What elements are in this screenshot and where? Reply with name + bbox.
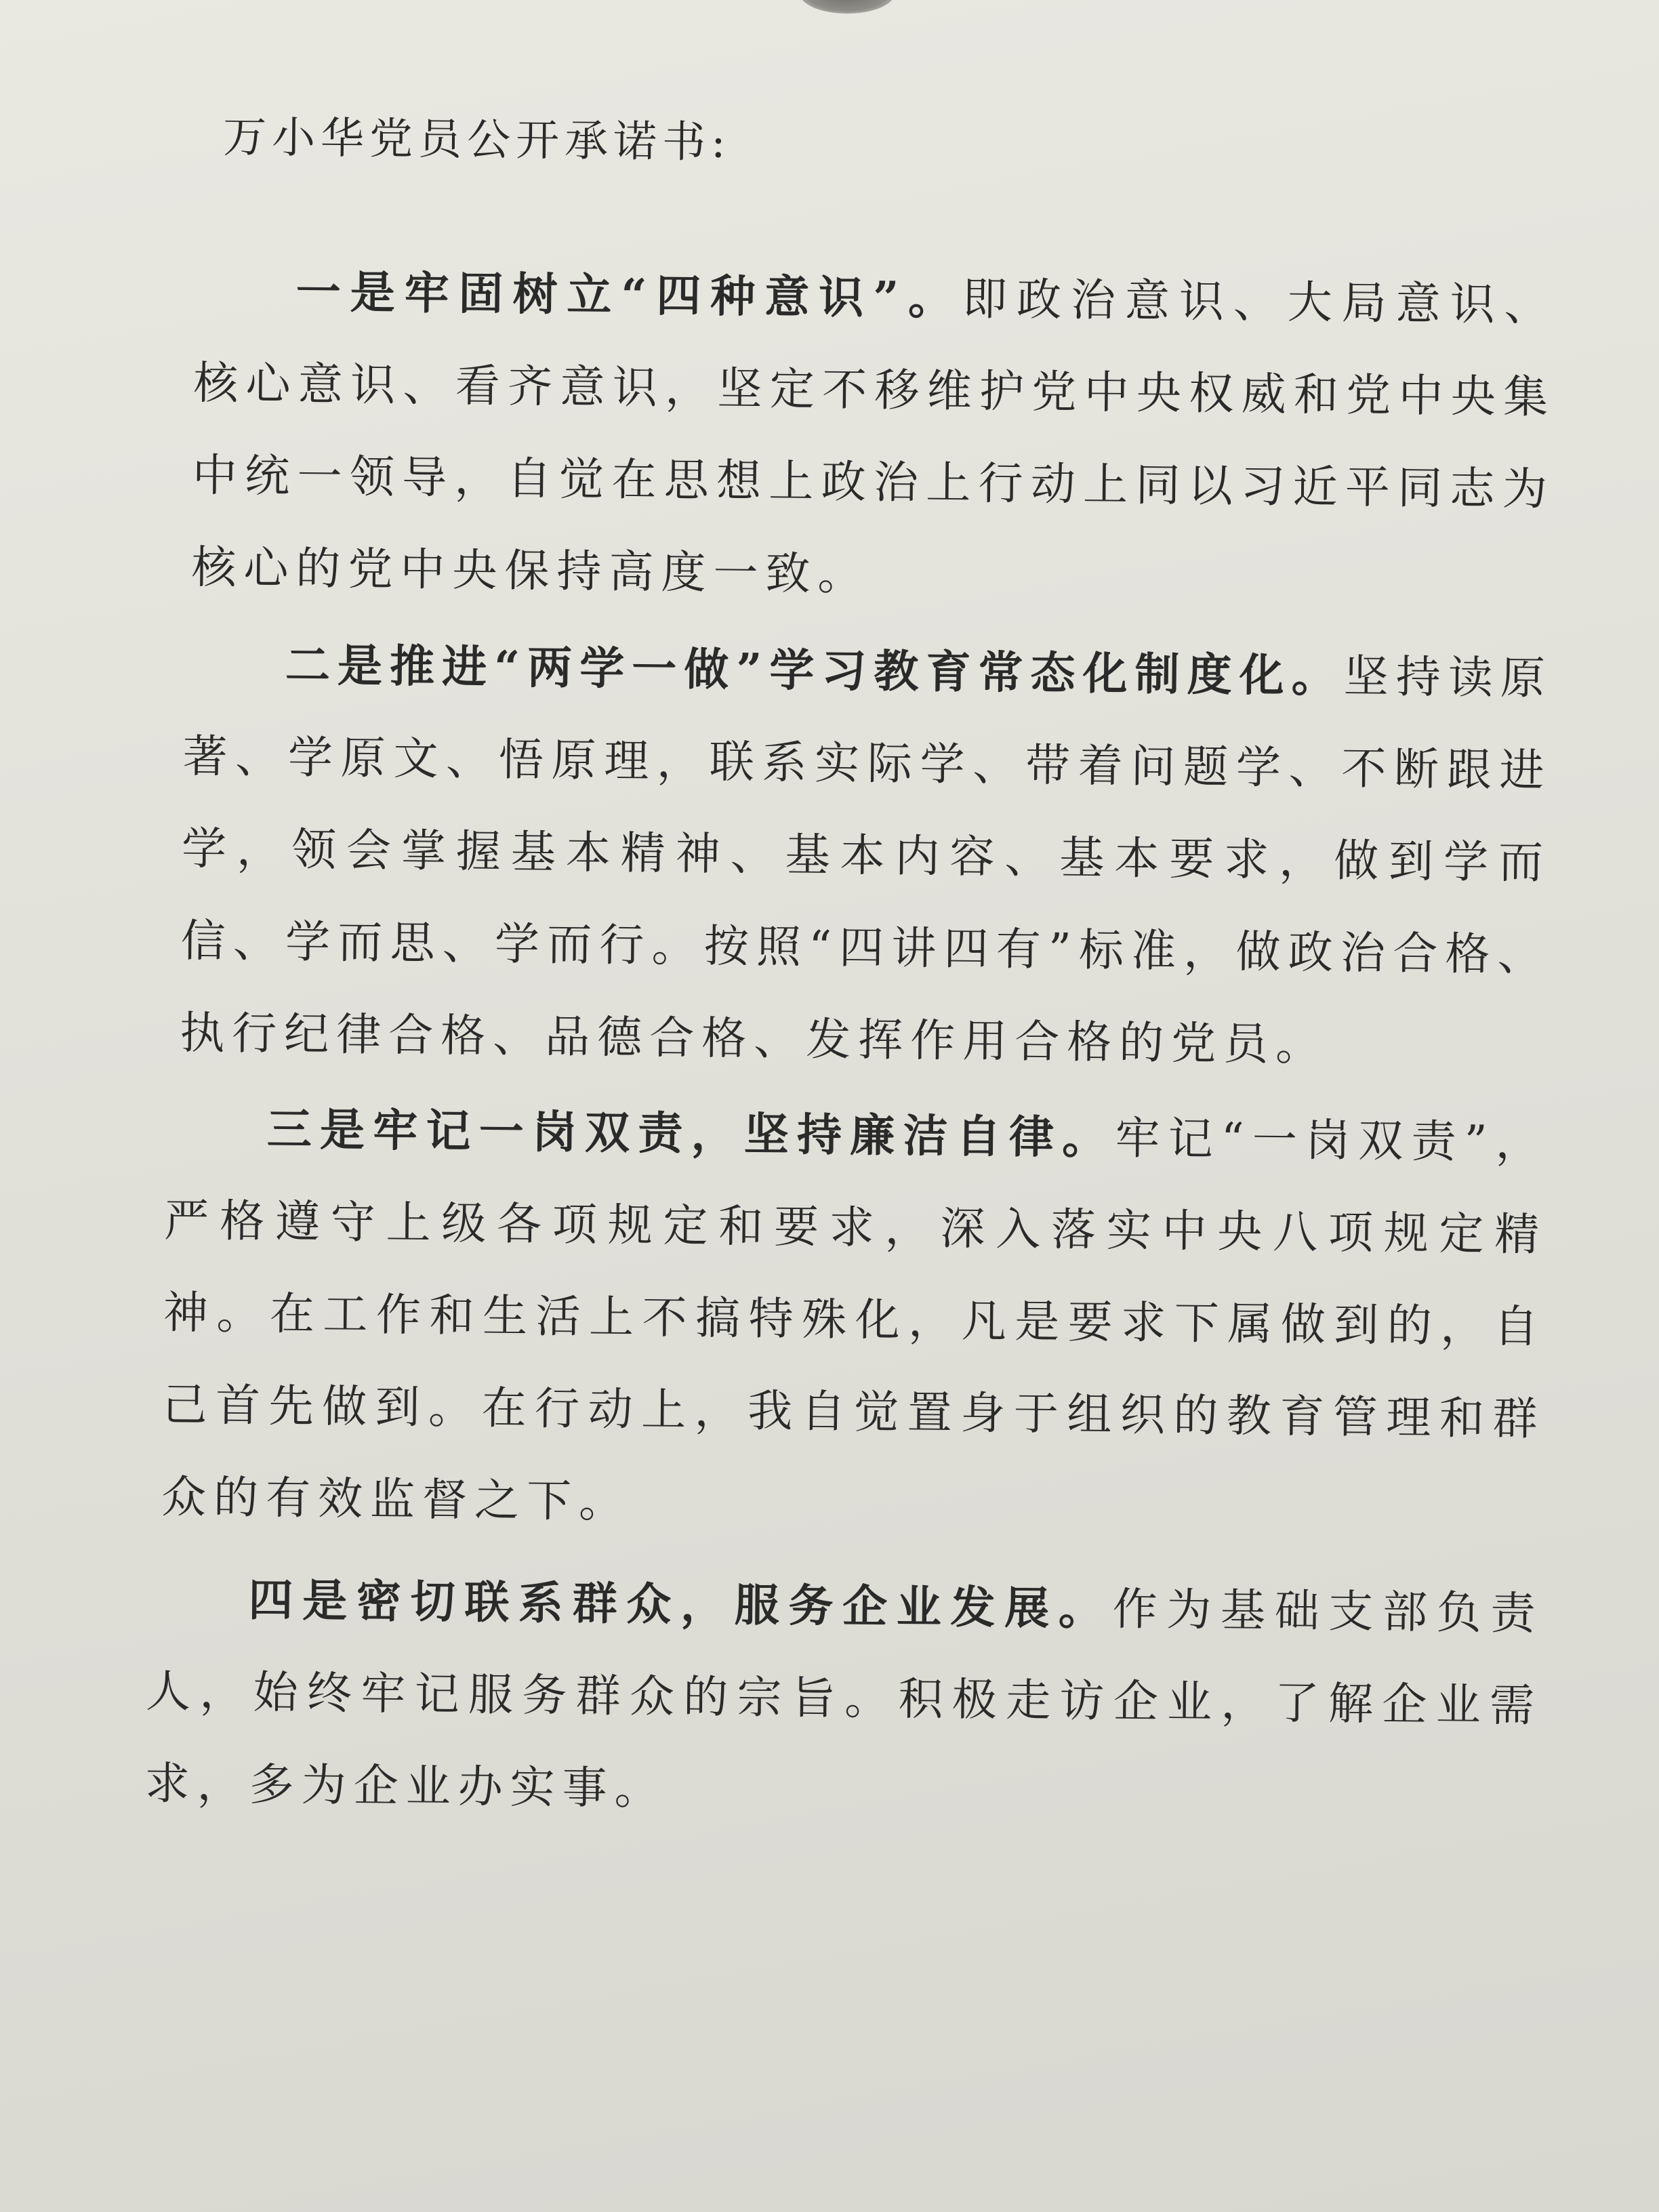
paragraph-4-lead: 四是密切联系群众，服务企业发展。 [248,1573,1113,1635]
paragraph-1 [191,245,1557,628]
paragraph-4-body: 作为基础支部负责人，始终牢记服务群众的宗旨。积极走访企业，了解企业需求，多为企业办实事。 [144,1582,1543,1816]
paragraph-3-lead: 三是牢记一岗双责，坚持廉洁自律。 [266,1102,1115,1164]
paragraph-3 [161,1082,1548,1557]
paragraph-4 [144,1553,1543,1845]
page-clip-shadow [800,0,895,14]
paragraph-1-body: 即政治意识、大局意识、核心意识、看齐意识，坚定不移维护党中央权威和党中央集中统一领导，自觉在思想上政治上行动上同以习近平同志为核心的党中央保持高度一致。 [191,272,1557,601]
paragraph-2-lead: 二是推进“两学一做”学习教育常态化制度化。 [285,638,1345,703]
paragraph-1-lead: 一是牢固树立“四种意识”。 [295,265,963,325]
paragraph-2 [180,617,1553,1093]
paragraph-3-body: 牢记“一岗双责”，严格遵守上级各项规定和要求，深入落实中央八项规定精神。在工作和生活上不搞特殊化，凡是要求下属做到的，自己首先做到。在行动上，我自觉置身于组织的教育管理和群众的有效监督之下。 [161,1111,1549,1528]
document-page [138,81,1559,1845]
document-title: 万小华党员公开承诺书: [222,112,732,168]
paragraph-2-body: 坚持读原著、学原文、悟原理，联系实际学、带着问题学、不断跟进学，领会掌握基本精神、基本内容、基本要求，做到学而信、学而思、学而行。按照“四讲四有”标准，做政治合格、执行纪律合格、品德合格、发挥作用合格的党员。 [179,650,1553,1071]
